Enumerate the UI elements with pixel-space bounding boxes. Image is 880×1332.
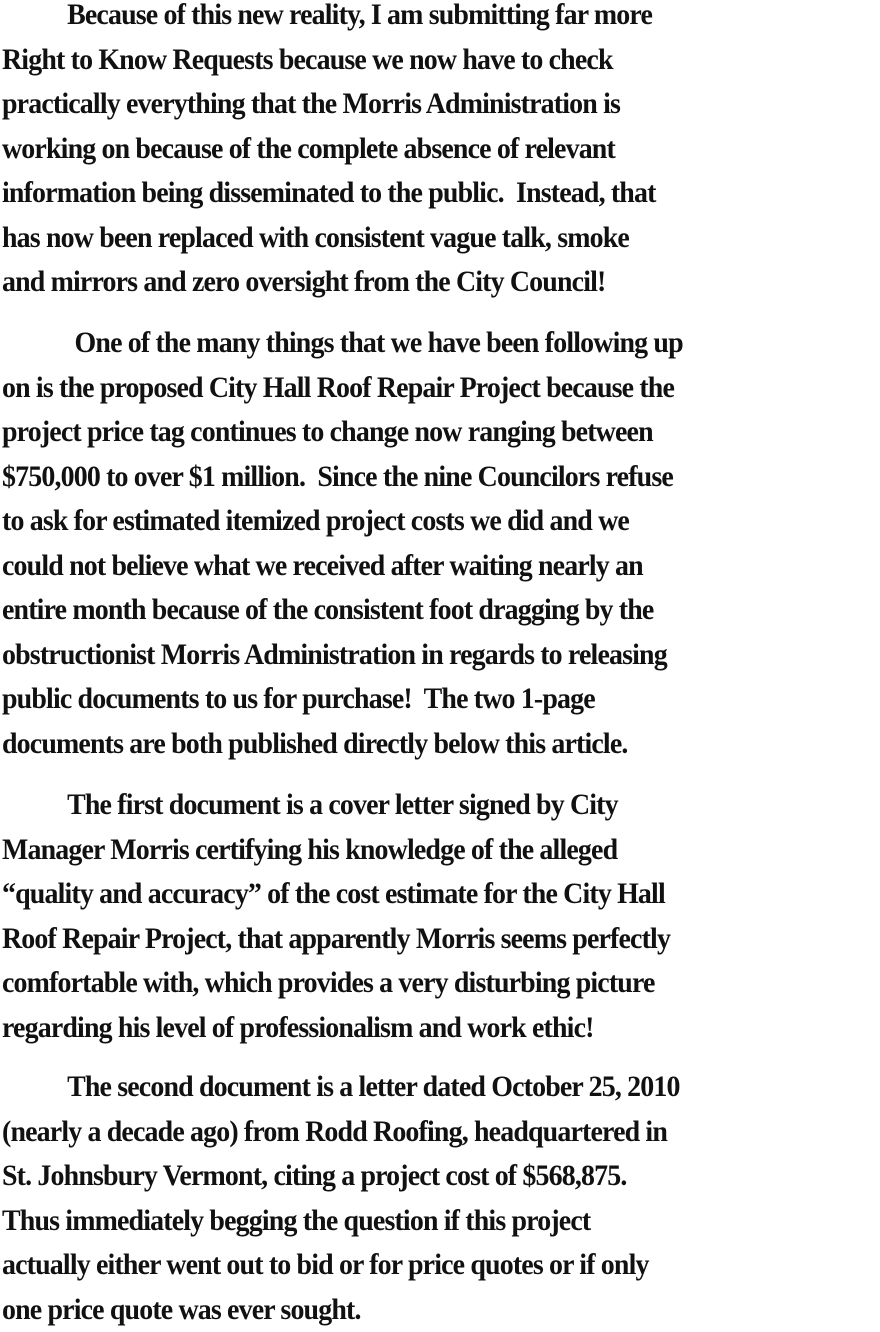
text-line: St. Johnsbury Vermont, citing a project cost of $568,875. [2,1159,627,1192]
text-line: to ask for estimated itemized project costs we did and we [2,504,629,537]
text-line: (nearly a decade ago) from Rodd Roofing, headquartered in [2,1114,668,1148]
text-line: has now been replaced with consistent vague talk, smoke [2,220,629,254]
text-line: $750,000 to over $1 million. Since the nine Councilors refuse [2,459,673,493]
text-line: comfortable with, which provides a very disturbing picture [2,966,655,999]
text-line: “quality and accuracy” of the cost estimate for the City Hall [2,877,665,910]
text-line: Because of this new reality, I am submitting far more [67,0,653,31]
text-line: documents are both published directly below this article. [2,726,628,760]
paragraph-first-document [2,783,720,1050]
text-line: public documents to us for purchase! The two 1-page [2,682,595,715]
text-line: project price tag continues to change now ranging between [2,415,653,448]
text-line: The first document is a cover letter signed by City [67,788,618,821]
text-line: working on because of the complete absence of relevant [2,131,615,165]
text-line: could not believe what we received after waiting nearly an [2,548,643,582]
text-line: information being disseminated to the public. Instead, that [2,176,656,209]
text-line: obstructionist Morris Administration in regards to releasing [2,637,667,671]
text-line: regarding his level of professionalism and work ethic! [2,1010,594,1044]
text-line: and mirrors and zero oversight from the City Council! [2,265,606,298]
text-line: one price quote was ever sought. [2,1292,361,1326]
text-line: on is the proposed City Hall Roof Repair Project because the [2,370,675,404]
text-line: One of the many things that we have been following up [74,326,683,359]
text-line: The second document is a letter dated October 25, 2010 [67,1070,680,1103]
text-line: entire month because of the consistent foot dragging by the [2,593,654,626]
text-line: actually either went out to bid or for price quotes or if only [2,1248,649,1281]
text-line: Roof Repair Project, that apparently Morris seems perfectly [2,921,671,955]
text-line: Right to Know Requests because we now have to check [2,42,613,76]
text-line: Thus immediately begging the question if this project [2,1203,591,1237]
paragraph-second-document [2,1065,731,1332]
paragraph-roof-repair-project [2,321,734,766]
text-line: practically everything that the Morris Administration is [2,87,621,120]
text-line: Manager Morris certifying his knowledge of the alleged [2,832,618,866]
paragraph-new-reality [2,0,705,305]
